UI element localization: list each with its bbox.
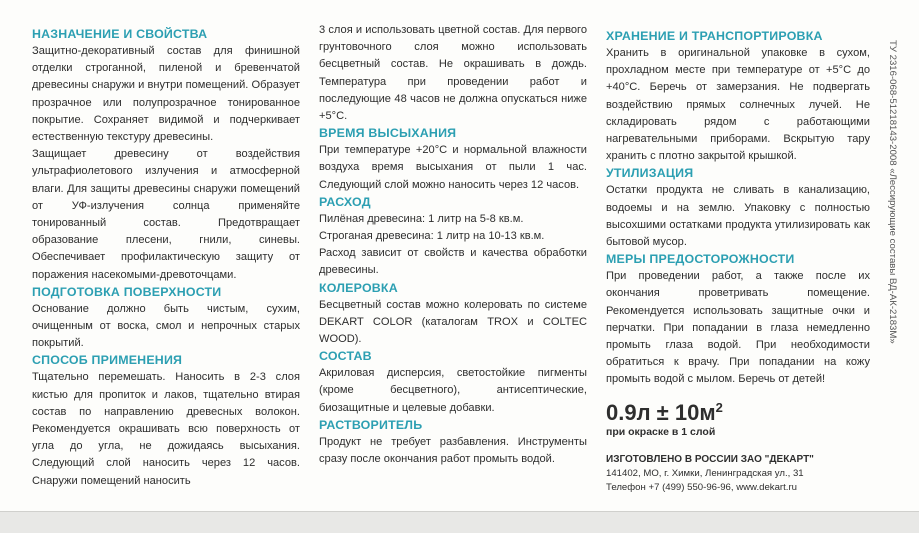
paragraph: Бесцветный состав можно колеровать по системе DEKART COLOR (каталогам TROX и COLTEC WOOD). xyxy=(319,298,587,346)
paragraph: Остатки продукта не сливать в канализацию, водоемы и на землю. Упаковку с полностью высохшими остатками продукта утилизировать как бытовой мусор. xyxy=(606,184,870,249)
column-right xyxy=(606,28,870,495)
section-heading: КОЛЕРОВКА xyxy=(319,280,398,295)
consumption-value xyxy=(606,401,870,425)
manufacturer: ИЗГОТОВЛЕНО В РОССИИ ЗАО "ДЕКАРТ" xyxy=(606,453,814,465)
section-heading: СОСТАВ xyxy=(319,349,372,364)
paragraph: Основание должно быть чистым, сухим, очищенным от воска, смол и непрочных старых покрытий. xyxy=(32,302,300,350)
paragraph: Защищает древесину от воздействия ультрафиолетового излучения и атмосферной влаги. Для защиты древесины снаружи помещений от УФ-излучения солнца применяйте тонированный состав. Предотвращает образование плесени, гнили, синевы. Обеспечивает профилактическую защиту от поражения насекомыми-древоточцами. xyxy=(32,148,300,281)
section-heading: ВРЕМЯ ВЫСЫХАНИЯ xyxy=(319,126,457,141)
address: 141402, МО, г. Химки, Ленинградская ул., 31 xyxy=(606,467,804,479)
paragraph: Хранить в оригинальной упаковке в сухом, прохладном месте при температуре от +5°С до +40°С. Беречь от замерзания. Не подвергать воздействию прямых солнечных лучей. Не складировать рядом с работающими нагревательными приборами. Вскрытую тару хранить с плотно закрытой крышкой. xyxy=(606,47,870,163)
spec-label: ТУ 2316-068-51218143-2008 «Лессирующие составы ВД-АК-2183М» xyxy=(887,40,898,344)
paragraph: Продукт не требует разбавления. Инструменты сразу после окончания работ промыть водой. xyxy=(319,435,587,466)
section-heading: УТИЛИЗАЦИЯ xyxy=(606,166,694,181)
section-heading: ПОДГОТОВКА ПОВЕРХНОСТИ xyxy=(32,284,222,299)
paragraph: Защитно-декоративный состав для финишной отделки строганной, пиленой и бревенчатой древесины снаружи и внутри помещений. Образует прозрачное или полупрозрачное тонированное покрытие. Сохраняет видимой и подчеркивает естественную текстуру древесины. xyxy=(32,45,300,144)
paragraph: Расход зависит от свойств и качества обработки древесины. xyxy=(319,247,587,277)
consumption-note: при окраске в 1 слой xyxy=(606,425,716,438)
consumption-sup: 2 xyxy=(715,399,723,415)
section-heading: РАСХОД xyxy=(319,194,371,209)
paragraph: При температуре +20°С и нормальной влажности воздуха время высыхания от пыли 1 час. Следующий слой можно наносить через 12 часов. xyxy=(319,144,587,191)
section-heading: СПОСОБ ПРИМЕНЕНИЯ xyxy=(32,353,183,368)
section-heading: РАСТВОРИТЕЛЬ xyxy=(319,417,423,432)
column-middle xyxy=(319,22,587,468)
paragraph: При проведении работ, а также после их окончания проветривать помещение. Рекомендуется использовать защитные очки и перчатки. При попадании в глаза немедленно промыть глаза водой. При необходимости обратиться к врачу. При попадании на кожу промыть водой с мылом. Беречь от детей! xyxy=(606,270,870,386)
vertical-spec-text xyxy=(882,40,904,480)
bottom-strip xyxy=(0,511,919,533)
section-heading: НАЗНАЧЕНИЕ И СВОЙСТВА xyxy=(32,27,208,41)
consumption-main: 0.9л ± 10м xyxy=(606,399,716,425)
paragraph: Тщательно перемешать. Наносить в 2-3 слоя кистью для пропиток и лаков, тщательно втирая состав по направлению древесных волокон. Рекомендуется окрашивать всю поверхность от угла до угла, не дожидаясь высыхания. Следующий слой наносить через 12 часов. Снаружи помещений наносить xyxy=(32,371,300,487)
paragraph: 3 слоя и использовать цветной состав. Для первого грунтовочного слоя можно использовать бесцветный состав. Не окрашивать в дождь. Температура при проведении работ и последующие 48 часов не должна опускаться ниже +5°С. xyxy=(319,24,587,123)
paragraph: Акриловая дисперсия, светостойкие пигменты (кроме бесцветного), антисептические, биозащитные и целевые добавки. xyxy=(319,367,587,414)
usage-line: Строганая древесина: 1 литр на 10-13 кв.м. xyxy=(319,230,545,243)
consumption-block xyxy=(606,401,870,439)
section-heading: МЕРЫ ПРЕДОСТОРОЖНОСТИ xyxy=(606,252,795,267)
usage-line: Пилёная древесина: 1 литр на 5-8 кв.м. xyxy=(319,212,524,225)
contacts: Телефон +7 (499) 550-96-96, www.dekart.ru xyxy=(606,481,797,493)
section-heading: ХРАНЕНИЕ И ТРАНСПОРТИРОВКА xyxy=(606,29,823,43)
column-left xyxy=(32,26,300,490)
